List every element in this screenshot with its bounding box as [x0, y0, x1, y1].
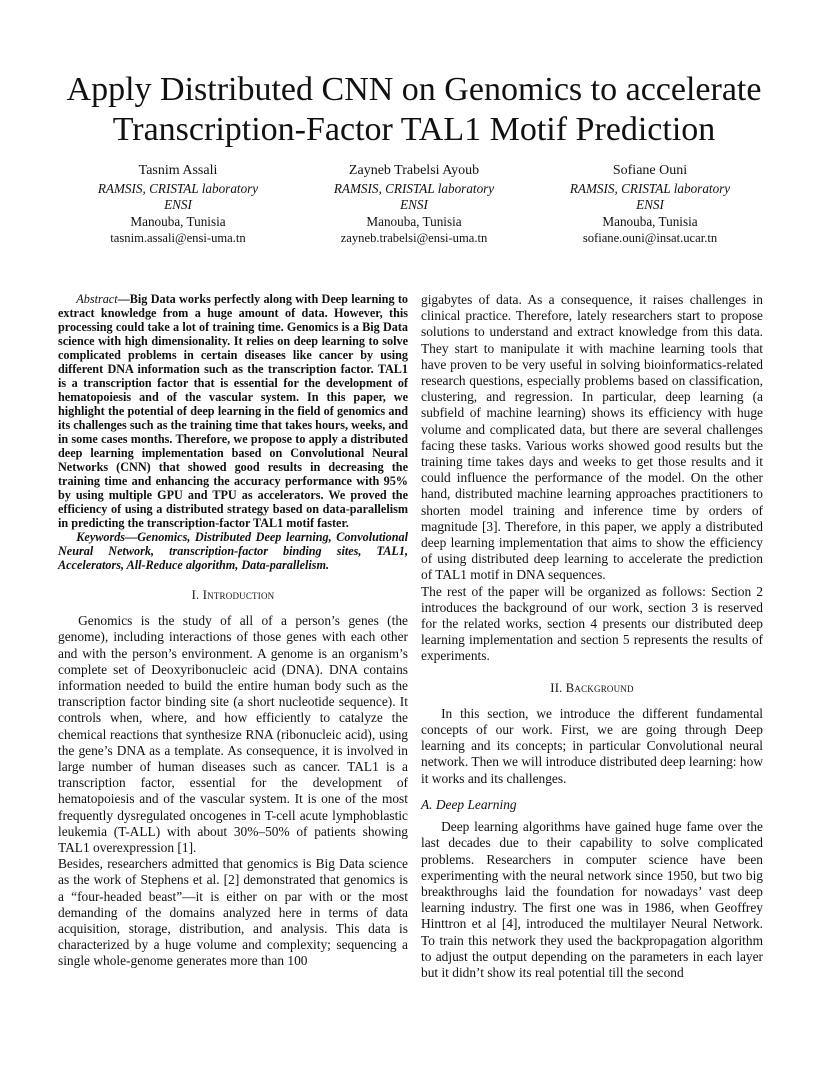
intro-paragraph-1: Genomics is the study of all of a person’s genes (the genome), including interactions of those genes with each other and with the person’s environment. A genome is an organism’s complete set of Deoxyribonucleic acid (DNA). DNA contains information needed to build the entire human body such as the transcription factor binding site (a short nucleotide sequence). It controls when, where, and how efficiently to catalyze the chemical reactions that synthesize RNA (ribonucleic acid), using the gene’s DNA as a template. As consequence, it is involved in large number of human diseases such as cancer. TAL1 is a transcription factor, essential for the development of hematopoiesis and of the vascular system. It is one of the most frequently dysregulated oncogenes in T-cell acute lymphoblastic leukemia (T-ALL) with about 30%–50% of patients showing TAL1 overexpression [1].	[58, 613, 408, 856]
intro-paragraph-2-start: Besides, researchers admitted that genomics is Big Data science as the work of Stephens et al. [2] demonstrated that genomics is a “four-headed beast”—it is either on par with or the most demanding of the domains analyzed here in terms of data acquisition, storage, distribution, and analysis. This data is characterized by a huge volume and complexity; sequencing a single whole-genome generates more than 100	[58, 856, 408, 969]
author-lab: RAMSIS, CRISTAL laboratory	[333, 180, 495, 196]
section-number: I.	[191, 588, 203, 602]
author-block	[60, 163, 768, 247]
abstract	[58, 292, 408, 530]
author-email: zayneb.trabelsi@ensi-uma.tn	[340, 231, 488, 246]
author-lab: RAMSIS, CRISTAL laboratory	[569, 180, 731, 196]
author-2	[296, 163, 532, 247]
background-paragraph-1: In this section, we introduce the different fundamental concepts of our work. First, we are going through Deep learning and its concepts; in particular Convolutional neural network. Then we will introduce distributed deep learning: how it works and its challenges.	[421, 705, 763, 786]
author-location: Manouba, Tunisia	[602, 213, 698, 229]
author-email: tasnim.assali@ensi-uma.tn	[110, 231, 246, 246]
subsection-heading-deep-learning: A. Deep Learning	[421, 796, 517, 812]
intro-paragraph-2-continued: gigabytes of data. As a consequence, it raises challenges in clinical practice. Therefore, lately researchers start to propose solutions to understand and extract knowledge from this data. They start to manipulate it with machine learning tools that have proven to be very useful in solving bioinformatics-related research questions, especially problems based on classification, clustering, and regression. In particular, deep learning (a subfield of machine learning) shows its efficiency with huge volume and complicated data, but there are several challenges facing these tasks. Various works showed good results but the training time takes days and weeks to get those results and it could influence the performance of the model. On the other hand, distributed machine learning approaches practitioners to shorten model training and inference time by orders of magnitude [3]. Therefore, in this paper, we apply a distributed deep learning implementation that aims to show the efficiency of using distributed deep learning to accelerate the prediction of TAL1 motif in DNA sequences.	[421, 292, 763, 583]
right-column	[421, 292, 763, 981]
author-location: Manouba, Tunisia	[130, 213, 226, 229]
intro-paragraph-3: The rest of the paper will be organized as follows: Section 2 introduces the background of our work, section 3 is reserved for the related works, section 4 presents our distributed deep learning implementation and section 5 represents the results of experiments.	[421, 583, 763, 664]
author-3	[532, 163, 768, 247]
paper-title: Apply Distributed CNN on Genomics to accelerate Transcription-Factor TAL1 Motif Prediction	[66, 71, 762, 148]
left-column	[58, 292, 408, 970]
section-title: Introduction	[202, 588, 275, 602]
keywords	[58, 530, 408, 572]
author-lab: RAMSIS, CRISTAL laboratory	[97, 180, 259, 196]
author-name: Zayneb Trabelsi Ayoub	[348, 163, 480, 178]
section-title: Background	[565, 680, 634, 695]
keywords-text: —Genomics, Distributed Deep learning, Convolutional Neural Network, transcription-factor binding sites, TAL1, Accelerators, All-Reduce algorithm, Data-parallelism.	[58, 530, 408, 572]
section-heading-introduction	[58, 587, 408, 603]
author-email: sofiane.ouni@insat.ucar.tn	[582, 231, 718, 246]
abstract-text: —Big Data works perfectly along with Deep learning to extract knowledge from a huge amount of data. However, this processing could take a lot of training time. Genomics is a Big Data science with high dimensionality. It relies on deep learning to solve complicated problems in certain diseases like cancer by using different DNA information such as the transcription factor. TAL1 is a transcription factor that is essential for the development of hematopoiesis and of the vascular system. In this paper, we highlight the potential of deep learning in the field of genomics and its challenges such as the training time that takes hours, weeks, and in some cases months. Therefore, we propose to apply a distributed deep learning implementation based on Convolutional Neural Networks (CNN) that showed good results in decreasing the training time and enhancing the accuracy performance with 95% by using multiple GPU and TPU as accelerators. We proved the efficiency of using a distributed strategy based on data-parallelism in predicting the transcription-factor TAL1 motif faster.	[58, 292, 408, 530]
author-school: ENSI	[164, 197, 192, 213]
author-location: Manouba, Tunisia	[366, 213, 462, 229]
author-1	[60, 163, 296, 247]
section-heading-background	[421, 680, 763, 696]
author-school: ENSI	[400, 197, 428, 213]
deep-learning-paragraph: Deep learning algorithms have gained huge fame over the last decades due to their capability to solve complicated problems. Researchers in computer science have been experimenting with the neural network since 1950, but two big breakthroughs laid the foundation for nowadays’ vast deep learning industry. The first one was in 1986, when Geoffrey Hinttron et al [4], introduced the multilayer Neural Network. To train this network they used the backpropagation algorithm to adjust the output depending on the parameters in each layer but it didn’t show its real potential till the second	[421, 819, 763, 980]
keywords-lead: Keywords	[76, 530, 126, 544]
author-school: ENSI	[636, 197, 664, 213]
author-name: Tasnim Assali	[138, 163, 218, 178]
section-number: II.	[550, 680, 566, 695]
abstract-lead: Abstract	[76, 292, 118, 306]
author-name: Sofiane Ouni	[612, 163, 688, 178]
